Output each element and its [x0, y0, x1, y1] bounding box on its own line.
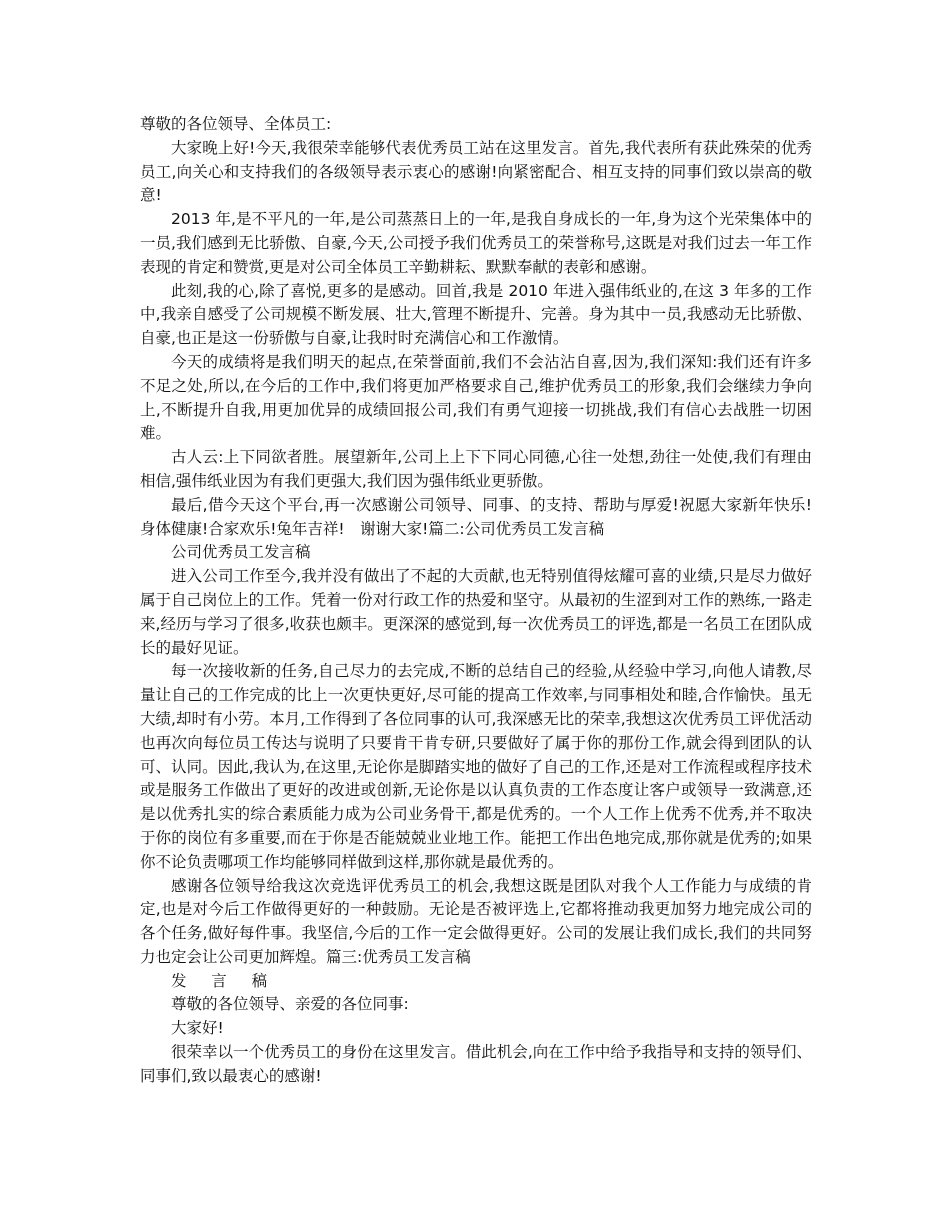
paragraph-achievements: 今天的成绩将是我们明天的起点,在荣誉面前,我们不会沾沾自喜,因为,我们深知:我们还有许多不足之处,所以,在今后的工作中,我们将更加严格要求自己,维护优秀员工的形象,我们会继续力争向上,不断提升自我,用更加优异的成绩回报公司,我们有勇气迎接一切挑战,我们有信心去战胜一切困难。: [140, 352, 812, 443]
paragraph-new-tasks: 每一次接收新的任务,自己尽力的去完成,不断的总结自己的经验,从经验中学习,向他人请教,尽量让自己的工作完成的比上一次更快更好,尽可能的提高工作效率,与同事相处和睦,合作愉快。虽无大绩,却时有小劳。本月,工作得到了各位同事的认可,我深感无比的荣幸,我想这次优秀员工评优活动也再次向每位员工传达与说明了只要肯干肯专研,只要做好了属于你的那份工作,就会得到团队的认可、认同。因此,我认为,在这里,无论你是脚踏实地的做好了自己的工作,还是对工作流程或程序技术或是服务工作做出了更好的改进或创新,无论你是以认真负责的工作态度让客户或领导一致满意,还是以优秀扎实的综合素质能力成为公司业务骨干,都是优秀的。一个人工作上优秀不优秀,并不取决于你的岗位有多重要,而在于你是否能兢兢业业地工作。能把工作出色地完成,那你就是优秀的;如果你不论负责哪项工作均能够同样做到这样,那你就是最优秀的。: [140, 662, 812, 871]
paragraph-honored: 很荣幸以一个优秀员工的身份在这里发言。借此机会,向在工作中给予我指导和支持的领导们、同事们,致以最衷心的感谢!: [140, 1043, 812, 1085]
section-heading-3: 发言稿: [171, 971, 292, 990]
paragraph-ancient-saying: 古人云:上下同欲者胜。展望新年,公司上上下下同心同德,心往一处想,劲往一处使,我们有理由相信,强伟纸业因为有我们更强大,我们因为强伟纸业更骄傲。: [140, 448, 812, 490]
document-body: [140, 113, 812, 1089]
section-heading-2: 公司优秀员工发言稿: [171, 543, 311, 562]
greeting: 大家好!: [171, 1019, 224, 1038]
paragraph-thanks-leaders: 感谢各位领导给我这次竞选评优秀员工的机会,我想这既是团队对我个人工作能力与成绩的肯定,也是对今后工作做得更好的一种鼓励。无论是否被评选上,它都将推动我更加努力地完成公司的各个任务,做好每件事。我坚信,今后的工作一定会做得更好。公司的发展让我们成长,我们的共同努力也定会让公司更加辉煌。篇三:优秀员工发言稿: [140, 876, 812, 966]
paragraph-moved: 此刻,我的心,除了喜悦,更多的是感动。回首,我是 2010 年进入强伟纸业的,在这 3 年多的工作中,我亲自感受了公司规模不断发展、壮大,管理不断提升、完善。身为其中一员,我感动无比骄傲、自豪,也正是这一份骄傲与自豪,让我时时充满信心和工作激情。: [140, 281, 812, 348]
salutation-2: 尊敬的各位领导、亲爱的各位同事:: [171, 995, 409, 1014]
paragraph-joining: 进入公司工作至今,我并没有做出了不起的大贡献,也无特别值得炫耀可喜的业绩,只是尽力做好属于自己岗位上的工作。凭着一份对行政工作的热爱和坚守。从最初的生涩到对工作的熟练,一路走来,经历与学习了很多,收获也颇丰。更深深的感觉到,每一次优秀员工的评选,都是一名员工在团队成长的最好见证。: [140, 567, 812, 657]
paragraph-opening: 大家晚上好!今天,我很荣幸能够代表优秀员工站在这里发言。首先,我代表所有获此殊荣的优秀员工,向关心和支持我们的各级领导表示衷心的感谢!向紧密配合、相互支持的同事们致以崇高的敬意!: [140, 138, 812, 205]
paragraph-closing: 最后,借今天这个平台,再一次感谢公司领导、同事、的支持、帮助与厚爱!祝愿大家新年快乐!身体健康!合家欢乐!兔年吉祥! 谢谢大家!篇二:公司优秀员工发言稿: [140, 495, 812, 538]
paragraph-2013: 2013 年,是不平凡的一年,是公司蒸蒸日上的一年,是我自身成长的一年,身为这个光荣集体中的一员,我们感到无比骄傲、自豪,今天,公司授予我们优秀员工的荣誉称号,这既是对我们过去一年工作表现的肯定和赞赏,更是对公司全体员工辛勤耕耘、默默奉献的表彰和感谢。: [140, 210, 812, 276]
salutation: 尊敬的各位领导、全体员工:: [140, 115, 332, 133]
